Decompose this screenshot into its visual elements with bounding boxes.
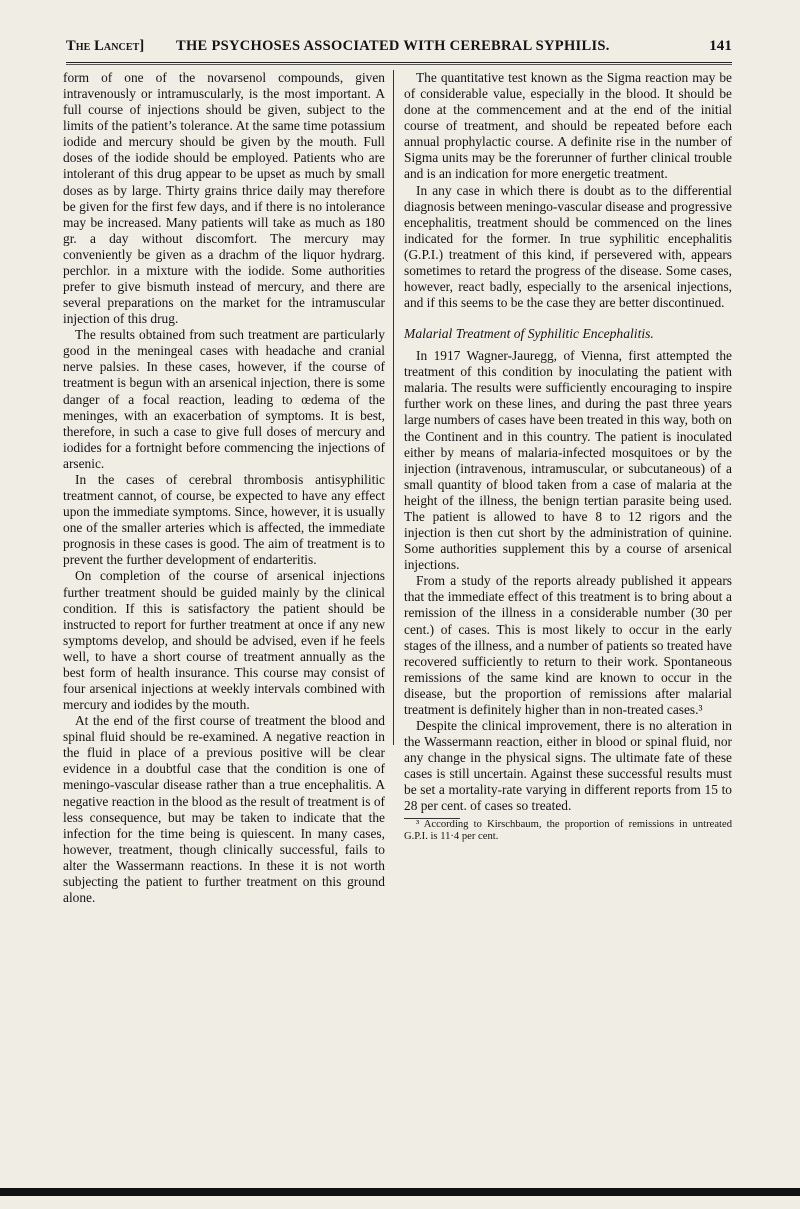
running-header <box>66 38 732 58</box>
paragraph: Despite the clinical improvement, there is no alteration in the Wassermann reaction, either in blood or spinal fluid, nor any change in the physical signs. The ultimate fate of these cases is still uncertain. Against these successful results must be set a mortality-rate varying in different reports from 15 to 28 per cent. of cases so treated. <box>404 717 732 814</box>
paragraph: On completion of the course of arsenical injections further treatment should be guided mainly by the clinical condition. If this is satisfactory the patient should be instructed to report for further treatment at once if any new symptoms develop, and should be advised, even if he feels well, to have a short course of treatment annually as the best form of health insurance. This course may consist of four arsenical injections at weekly intervals combined with mercury and iodides by the mouth. <box>63 568 385 713</box>
paragraph: In 1917 Wagner-Jauregg, of Vienna, first attempted the treatment of this condition by inoculating the patient with malaria. The results were sufficiently encouraging to inspire further work on these lines, and during the past three years large numbers of cases have been treated in this way, both on the Continent and in this country. The patient is inoculated either by means of malaria-infected mosquitoes or by the injection (intravenous, intramuscular, or subcutaneous) of a small quantity of blood taken from a case of malaria at the height of the illness, the benign tertian parasite being used. The patient is allowed to have 8 to 12 rigors and the injection is then cut short by the administration of quinine. Some authorities supplement this by a course of arsenical injections. <box>404 348 732 573</box>
running-title: THE PSYCHOSES ASSOCIATED WITH CEREBRAL SYPHILIS. <box>176 38 610 54</box>
paragraph: The quantitative test known as the Sigma reaction may be of considerable value, especially in the blood. It should be done at the commencement and at the end of the initial course of treatment, and should be repeated before each annual prophylactic course. A definite rise in the number of Sigma units may be the forerunner of further clinical trouble and is an indication for more energetic treatment. <box>404 70 732 182</box>
paragraph: The results obtained from such treatment are particularly good in the meningeal cases with headache and cranial nerve palsies. In these cases, however, if the course of treatment is begun with an arsenical injection, there is some danger of a focal reaction, leading to œdema of the meninges, with an exacerbation of symptoms. It is best, therefore, in such a case to give full doses of mercury and iodides for a fortnight before commencing the injections of arsenic. <box>63 327 385 471</box>
paragraph: form of one of the novarsenol compounds, given intravenously or intramuscularly, is the most important. A full course of injections should be given, subject to the limits of the patient’s tolerance. At the same time potassium iodide and mercury should be given by the mouth. Full doses of the iodide should be employed. Patients who are intolerant of this drug appear to be upset as much by small doses as by large. Thirty grains thrice daily may therefore be given for the first few days, and if there is no intolerance may be increased. Many patients will take as much as 180 gr. a day without discomfort. The mercury may conveniently be given as a drachm of the liquor hydrarg. perchlor. in a mixture with the iodide. Some authorities prefer to give bismuth instead of mercury, and there are several preparations on the market for the intramuscular injection of this drug. <box>63 70 385 327</box>
journal-name: The Lancet] <box>66 38 145 54</box>
column-divider <box>393 70 394 745</box>
header-rule <box>66 62 732 63</box>
scan-edge-bar <box>0 1188 800 1196</box>
left-column <box>63 70 385 906</box>
paragraph: In the cases of cerebral thrombosis antisyphilitic treatment cannot, of course, be expected to have any effect upon the immediate symptoms. Since, however, it is usually one of the smaller arteries which is affected, the immediate prognosis in these cases is good. The aim of treatment is to prevent the further development of endarteritis. <box>63 471 385 568</box>
page-number: 141 <box>709 38 732 54</box>
right-column <box>404 70 732 843</box>
paragraph: In any case in which there is doubt as to the differential diagnosis between meningo-vascular disease and progressive encephalitis, treatment should be commenced on the lines indicated for the former. In true syphilitic encephalitis (G.P.I.) treatment of this kind, if persevered with, appears sometimes to retard the progress of the disease. Some cases, however, react badly, especially to the arsenical injections, and if this seems to be the case they are better discontinued. <box>404 182 732 311</box>
section-heading: Malarial Treatment of Syphilitic Encephalitis. <box>404 326 654 342</box>
paragraph: From a study of the reports already published it appears that the immediate effect of this treatment is to bring about a remission of the illness in a considerable number (30 per cent.) of cases. This is most likely to occur in the early stages of the illness, and a number of patients so treated have recovered sufficiently to return to their work. Spontaneous remissions of the same kind are known to occur in the disease, but the proportion of remissions after malarial treatment is definitely higher than in non-treated cases.³ <box>404 573 732 717</box>
scan-edge-margin <box>0 1196 800 1209</box>
paragraph: At the end of the first course of treatment the blood and spinal fluid should be re-examined. A negative reaction in the fluid in place of a previous positive will be clear evidence in a doubtful case that the condition is one of meningo-vascular disease rather than a true encephalitis. A negative reaction in the blood as the result of treatment is of less consequence, but may be taken to indicate that the infection for the time being is quiescent. In many cases, however, treatment, though clinically successful, fails to alter the Wassermann reactions. In these it is not worth subjecting the patient to further treatment on this ground alone. <box>63 713 385 905</box>
header-rule-thin <box>66 64 732 65</box>
footnote: ³ According to Kirschbaum, the proportion of remissions in untreated G.P.I. is 11·4 per cent. <box>404 819 732 843</box>
